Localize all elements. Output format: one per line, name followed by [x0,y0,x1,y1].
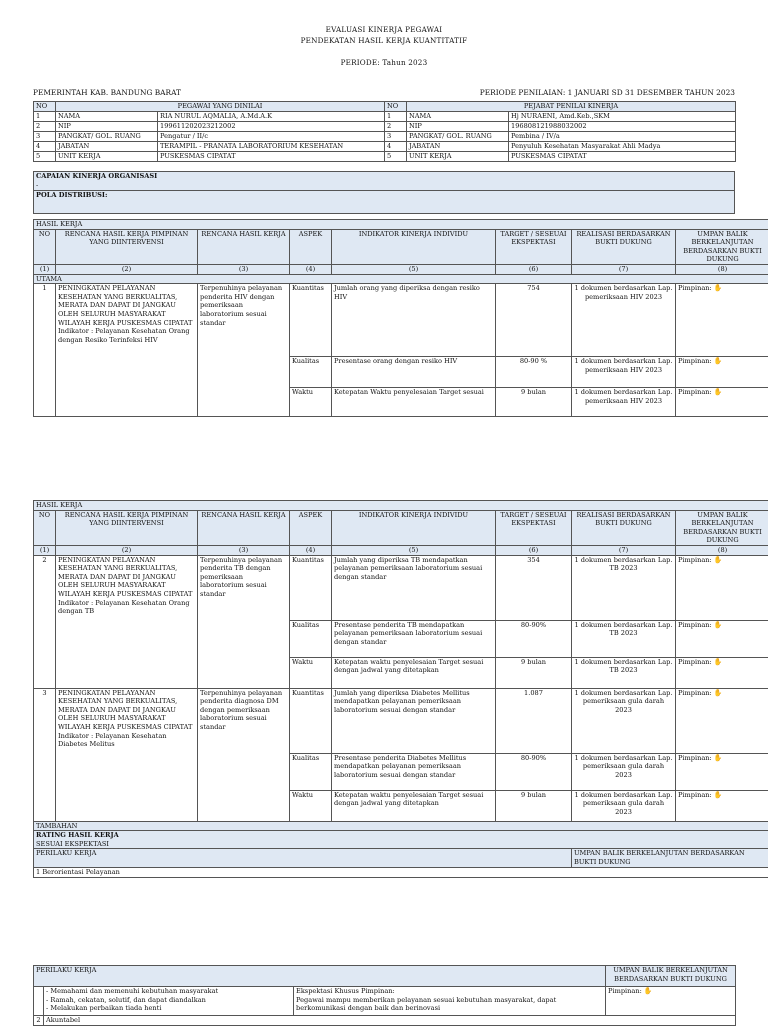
realisasi: 1 dokumen berdasarkan Lap. pemeriksaan HIV 2023 [572,284,676,357]
col-header-aspek: ASPEK [290,229,332,264]
target: 80-90% [496,620,572,657]
target: 754 [496,284,572,357]
feedback-label: Pimpinan: [678,689,712,697]
capaian-cell [34,172,735,191]
col-header-rencana_pimpinan: RENCANA HASIL KERJA PIMPINAN YANG DIINTERVENSI [56,229,198,264]
row-no: 3 [34,132,56,142]
row-label: PANGKAT/ GOL. RUANG [407,132,509,142]
perilaku-table-2 [33,965,736,1026]
col-number: (4) [290,545,332,555]
feedback-label: Pimpinan: [678,621,712,629]
row-label: NAMA [407,112,509,122]
target: 1.087 [496,688,572,753]
pejabat-header: PEJABAT PENILAI KINERJA [407,102,736,112]
thumbs-up-icon[interactable]: ✋ [714,556,723,564]
col-header-rencana: RENCANA HASIL KERJA [198,510,290,545]
aspek: Waktu [290,657,332,688]
realisasi: 1 dokumen berdasarkan Lap. TB 2023 [572,620,676,657]
aspek: Waktu [290,388,332,417]
pola-label: POLA DISTRIBUSI: [34,191,735,214]
rencana-pimpinan: PENINGKATAN PELAYANAN KESEHATAN YANG BERKUALITAS, MERATA DAN DAPAT DI JANGKAU OLEH SELURUH MASYARAKAT WILAYAH KERJA PUSKESMAS CIPATAT Indikator : Pelayanan Kesehatan Diabetes Melitus [56,688,198,821]
indikator: Presentase orang dengan resiko HIV [332,357,496,388]
col-header-target: TARGET / SESEUAI EKSPEKTASI [496,510,572,545]
utama-label: UTAMA [34,274,768,284]
col-header-umpan: UMPAN BALIK BERKELANJUTAN BERDASARKAN BUKTI DUKUNG [676,510,768,545]
periode: PERIODE: Tahun 2023 [33,57,735,68]
rencana-hasil: Terpenuhinya pelayanan penderita TB dengan pemeriksaan laboratorium sesuai standar [198,555,290,688]
thumbs-up-icon[interactable]: ✋ [714,791,723,799]
thumbs-up-icon[interactable]: ✋ [714,357,723,365]
periode-penilaian: PERIODE PENILAIAN: 1 JANUARI SD 31 DESEMBER TAHUN 2023 [480,88,735,97]
row-no: 5 [385,152,407,162]
indikator: Ketepatan Waktu penyelesaian Target sesuai [332,388,496,417]
perilaku-item [34,868,768,878]
perilaku-name: Berorientasi Pelayanan [42,868,120,876]
target: 354 [496,555,572,620]
feedback-cell [676,688,768,753]
no-header: NO [34,102,56,112]
indikator: Ketepatan waktu penyelesaian Target sesuai dengan jadwal yang ditetapkan [332,657,496,688]
col-number: (1) [34,264,56,274]
row-no: 2 [385,122,407,132]
ekspektasi-text: Pegawai mampu memberikan pelayanan sesuai kebutuhan masyarakat, dapat berkomunikasi dengan baik dan berinovasi [296,996,603,1013]
identity-row [34,142,736,152]
identity-row [34,132,736,142]
target: 80-90% [496,753,572,790]
indikator: Jumlah yang diperiksa TB mendapatkan pelayanan pemeriksaan laboratorium sesuai dengan standar [332,555,496,620]
feedback-cell [606,987,736,1016]
aspek: Kualitas [290,357,332,388]
col-number: (7) [572,545,676,555]
item-no: 3 [34,688,56,821]
rencana-hasil: Terpenuhinya pelayanan penderita diagnosa DM dengan pemeriksaan laboratorium sesuai standar [198,688,290,821]
feedback-cell [676,657,768,688]
col-number: (8) [676,264,768,274]
row-label: JABATAN [56,142,158,152]
thumbs-up-icon[interactable]: ✋ [644,987,653,995]
pegawai-value: PUSKESMAS CIPATAT [158,152,385,162]
doc-subtitle: PENDEKATAN HASIL KERJA KUANTITATIF [33,35,735,46]
feedback-label: Pimpinan: [678,284,712,292]
realisasi: 1 dokumen berdasarkan Lap. pemeriksaan HIV 2023 [572,388,676,417]
feedback-cell [676,357,768,388]
target: 9 bulan [496,388,572,417]
rencana-hasil: Terpenuhinya pelayanan penderita HIV dengan pemeriksaan laboratorium sesuai standar [198,284,290,417]
target: 9 bulan [496,790,572,821]
perilaku-no: 2 [34,1016,44,1026]
realisasi: 1 dokumen berdasarkan Lap. pemeriksaan gula darah 2023 [572,790,676,821]
col-number: (2) [56,264,198,274]
feedback-cell [676,284,768,357]
col-number: (1) [34,545,56,555]
target: 9 bulan [496,657,572,688]
rating-value: SESUAI EKSPEKTASI [36,840,767,849]
aspek: Waktu [290,790,332,821]
perilaku-bullets [44,987,294,1016]
capaian-table [33,171,735,214]
col-header-realisasi: REALISASI BERDASARKAN BUKTI DUKUNG [572,229,676,264]
row-no: 4 [34,142,56,152]
thumbs-up-icon[interactable]: ✋ [714,388,723,396]
row-label: UNIT KERJA [56,152,158,162]
pegawai-value: Pengatur / II/c [158,132,385,142]
col-number: (6) [496,264,572,274]
feedback-label: Pimpinan: [678,658,712,666]
feedback-cell [676,790,768,821]
feedback-cell [676,753,768,790]
pegawai-value: 199611202023212002 [158,122,385,132]
identity-row [34,122,736,132]
feedback-cell [676,555,768,620]
perilaku-header: PERILAKU KERJA [34,849,572,868]
col-header-rencana: RENCANA HASIL KERJA [198,229,290,264]
identity-row [34,152,736,162]
row-no: 1 [385,112,407,122]
pejabat-value: 196808121988032002 [509,122,736,132]
pejabat-value: Hj NURAENI, Amd.Keb.,SKM [509,112,736,122]
realisasi: 1 dokumen berdasarkan Lap. pemeriksaan HIV 2023 [572,357,676,388]
aspek: Kuantitas [290,555,332,620]
row-no: 4 [385,142,407,152]
col-number: (3) [198,264,290,274]
row-no: 1 [34,112,56,122]
aspek: Kuantitas [290,688,332,753]
pejabat-value: Pembina / IV/a [509,132,736,142]
col-header-target: TARGET / SESEUAI EKSPEKTASI [496,229,572,264]
indikator: Jumlah orang yang diperiksa dengan resiko HIV [332,284,496,357]
row-label: JABATAN [407,142,509,152]
kinerja-row [34,688,768,753]
section-label: HASIL KERJA [34,220,768,230]
org-name: PEMERINTAH KAB. BANDUNG BARAT [33,88,181,97]
rating-label: RATING HASIL KERJA [36,831,767,840]
target: 80-90 % [496,357,572,388]
col-number: (7) [572,264,676,274]
aspek: Kualitas [290,620,332,657]
pejabat-value: PUSKESMAS CIPATAT [509,152,736,162]
kinerja-row [34,284,768,357]
item-no: 2 [34,555,56,688]
pegawai-header: PEGAWAI YANG DINILAI [56,102,385,112]
perilaku-item: Akuntabel [44,1016,736,1026]
col-header-aspek: ASPEK [290,510,332,545]
realisasi: 1 dokumen berdasarkan Lap. TB 2023 [572,657,676,688]
indikator: Presentase penderita Diabetes Mellitus mendapatkan pelayanan pemeriksaan laboratorium sesuai dengan standar [332,753,496,790]
aspek: Kuantitas [290,284,332,357]
no-header: NO [385,102,407,112]
doc-title: EVALUASI KINERJA PEGAWAI [33,24,735,35]
identity-row [34,112,736,122]
rencana-pimpinan: PENINGKATAN PELAYANAN KESEHATAN YANG BERKUALITAS, MERATA DAN DAPAT DI JANGKAU OLEH SELURUH MASYARAKAT WILAYAH KERJA PUSKESMAS CIPATAT Indikator : Pelayanan Kesehatan Orang dengan Resiko Terinfeksi HIV [56,284,198,417]
rencana-pimpinan: PENINGKATAN PELAYANAN KESEHATAN YANG BERKUALITAS, MERATA DAN DAPAT DI JANGKAU OLEH SELURUH MASYARAKAT WILAYAH KERJA PUSKESMAS CIPATAT Indikator : Pelayanan Kesehatan Orang dengan TB [56,555,198,688]
col-number: (8) [676,545,768,555]
ekspektasi-cell [294,987,606,1016]
pegawai-value: RIA NURUL AQMALIA, A.Md.A.K [158,112,385,122]
col-header-indikator: INDIKATOR KINERJA INDIVIDU [332,229,496,264]
kinerja-row [34,555,768,620]
col-number: (3) [198,545,290,555]
col-number: (5) [332,264,496,274]
col-number: (2) [56,545,198,555]
feedback-label: Pimpinan: [678,357,712,365]
row-no: 3 [385,132,407,142]
pegawai-value: TERAMPIL - PRANATA LABORATORIUM KESEHATAN [158,142,385,152]
indikator: Ketepatan waktu penyelesaian Target sesuai dengan jadwal yang ditetapkan [332,790,496,821]
tambahan-label: TAMBAHAN [34,821,768,831]
thumbs-up-icon[interactable]: ✋ [714,658,723,666]
bullet-item: - Melakukan perbaikan tiada henti [46,1004,291,1013]
ekspektasi-label: Ekspektasi Khusus Pimpinan: [296,987,603,996]
col-header-indikator: INDIKATOR KINERJA INDIVIDU [332,510,496,545]
row-no: 2 [34,122,56,132]
feedback-label: Pimpinan: [678,388,712,396]
row-label: NIP [56,122,158,132]
col-header-realisasi: REALISASI BERDASARKAN BUKTI DUKUNG [572,510,676,545]
indikator: Jumlah yang diperiksa Diabetes Mellitus mendapatkan pelayanan pemeriksaan laboratorium sesuai dengan standar [332,688,496,753]
perilaku-header: PERILAKU KERJA [34,966,606,987]
row-no: 5 [34,152,56,162]
row-label: NIP [407,122,509,132]
bullet-item: - Memahami dan memenuhi kebutuhan masyarakat [46,987,291,996]
kinerja-table-2 [33,500,768,878]
feedback-label: Pimpinan: [678,556,712,564]
feedback-label: Pimpinan: [678,791,712,799]
thumbs-up-icon[interactable]: ✋ [714,284,723,292]
section-label: HASIL KERJA [34,501,768,511]
col-header-no: NO [34,229,56,264]
col-number: (5) [332,545,496,555]
col-number: (6) [496,545,572,555]
feedback-cell [676,388,768,417]
bullet-item: - Ramah, cekatan, solutif, dan dapat diandalkan [46,996,291,1005]
col-header-rencana_pimpinan: RENCANA HASIL KERJA PIMPINAN YANG DIINTERVENSI [56,510,198,545]
aspek: Kualitas [290,753,332,790]
col-header-no: NO [34,510,56,545]
thumbs-up-icon[interactable]: ✋ [714,621,723,629]
feedback-label: Pimpinan: [678,754,712,762]
perilaku-umpan-header: UMPAN BALIK BERKELANJUTAN BERDASARKAN BUKTI DUKUNG [606,966,736,987]
perilaku-no: 1 [36,868,40,876]
feedback-cell [676,620,768,657]
row-label: UNIT KERJA [407,152,509,162]
realisasi: 1 dokumen berdasarkan Lap. pemeriksaan gula darah 2023 [572,753,676,790]
thumbs-up-icon[interactable]: ✋ [714,689,723,697]
row-label: NAMA [56,112,158,122]
identity-table [33,101,736,162]
col-header-umpan: UMPAN BALIK BERKELANJUTAN BERDASARKAN BUKTI DUKUNG [676,229,768,264]
rating-cell [34,831,768,849]
realisasi: 1 dokumen berdasarkan Lap. TB 2023 [572,555,676,620]
org-line [33,88,735,97]
realisasi: 1 dokumen berdasarkan Lap. pemeriksaan gula darah 2023 [572,688,676,753]
feedback-label: Pimpinan: [608,987,642,995]
pejabat-value: Penyuluh Kesehatan Masyarakat Ahli Madya [509,142,736,152]
thumbs-up-icon[interactable]: ✋ [714,754,723,762]
row-label: PANGKAT/ GOL. RUANG [56,132,158,142]
kinerja-table-1 [33,219,768,417]
item-no: 1 [34,284,56,417]
capaian-value: - [36,181,732,190]
capaian-label: CAPAIAN KINERJA ORGANISASI [36,172,732,181]
document-header [33,24,735,68]
indikator: Presentase penderita TB mendapatkan pelayanan pemeriksaan laboratorium sesuai dengan standar [332,620,496,657]
col-number: (4) [290,264,332,274]
perilaku-umpan-header: UMPAN BALIK BERKELANJUTAN BERDASARKAN BUKTI DUKUNG [572,849,768,868]
